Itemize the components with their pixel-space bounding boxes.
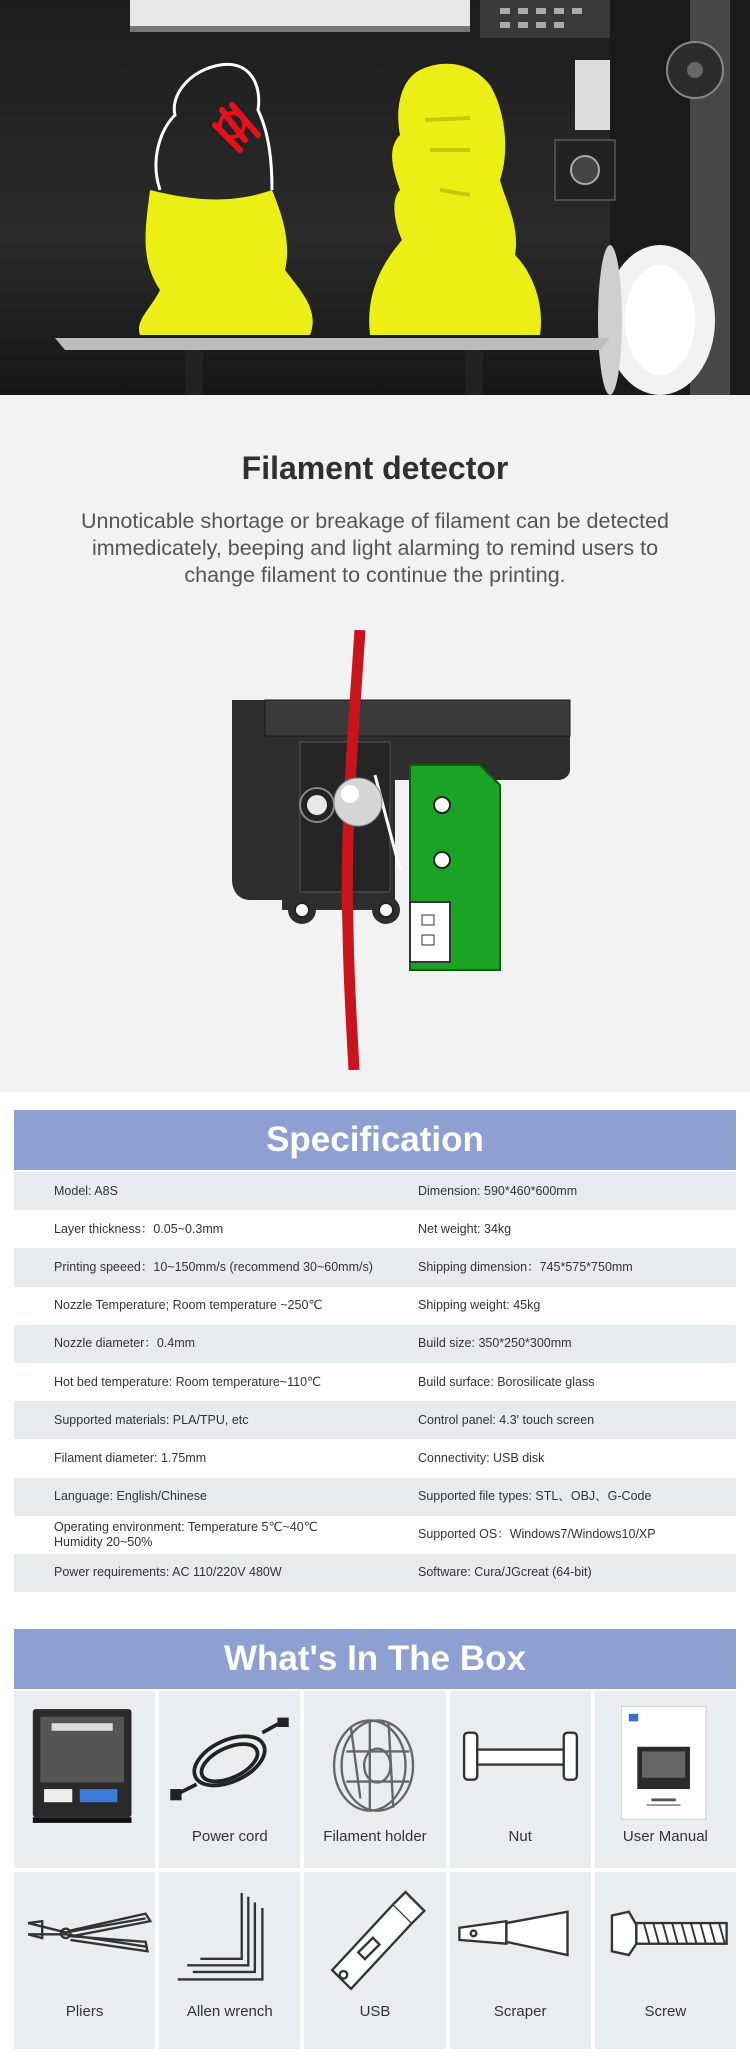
- spec-row: [14, 1439, 736, 1477]
- spec-row: [14, 1363, 736, 1401]
- spec-right-cell: Build size: 350*250*300mm: [418, 1336, 572, 1351]
- spec-row: [14, 1478, 736, 1516]
- spec-right-cell: Software: Cura/JGcreat (64-bit): [418, 1565, 592, 1580]
- box-item: [14, 1691, 155, 1868]
- printer-interior-illustration: [0, 0, 750, 395]
- detector-description: Unnoticable shortage or breakage of filament can be detected immedicately, beeping and light alarming to remind users to change filament to continue the printing.: [80, 509, 670, 587]
- model-complete: [369, 64, 541, 335]
- build-plate: [55, 338, 610, 350]
- detector-title: Filament detector: [241, 450, 509, 486]
- box-item: [450, 1872, 591, 2049]
- box-item: [159, 1691, 300, 1868]
- spec-left-cell: Nozzle diameter：0.4mm: [54, 1336, 196, 1351]
- spec-left-cell: Nozzle Temperature; Room temperature ~250℃: [54, 1298, 323, 1313]
- box-item-label: Allen wrench: [186, 2003, 273, 2020]
- box-item-label: Nut: [508, 1828, 532, 1845]
- box-item: [14, 1872, 155, 2049]
- connector: [410, 902, 450, 962]
- spec-row: [14, 1401, 736, 1439]
- spec-right-cell: Net weight: 34kg: [418, 1221, 512, 1236]
- box-item-label: Screw: [644, 2003, 687, 2020]
- spec-left-cell: Power requirements: AC 110/220V 480W: [54, 1565, 282, 1580]
- spec-row: [14, 1516, 736, 1554]
- spec-row: [14, 1287, 736, 1325]
- box-header: What's In The Box: [14, 1629, 736, 1689]
- spec-left-cell: Hot bed temperature: Room temperature~110℃: [54, 1374, 322, 1389]
- spec-row: [14, 1248, 736, 1286]
- spec-right-cell: Dimension: 590*460*600mm: [418, 1183, 578, 1198]
- box-item-label: USB: [359, 2003, 391, 2020]
- spec-row: [14, 1210, 736, 1248]
- box-item-label: User Manual: [622, 1828, 708, 1845]
- spec-left-cell: Model: A8S: [54, 1183, 118, 1198]
- spec-right-cell: Build surface: Borosilicate glass: [418, 1374, 595, 1389]
- filament-detector-diagram: [0, 630, 750, 1070]
- spec-left-cell: Operating environment: Temperature 5℃~40℃ Humidity 20~50%: [54, 1519, 318, 1549]
- box-item: [159, 1872, 300, 2049]
- spec-right-cell: Shipping dimension：745*575*750mm: [418, 1259, 633, 1274]
- box-item: [304, 1872, 445, 2049]
- spec-left-cell: Layer thickness：0.05~0.3mm: [54, 1221, 224, 1236]
- box-item: [304, 1691, 445, 1868]
- box-item-label: Pliers: [65, 2003, 104, 2020]
- box-contents-grid: [14, 1691, 736, 2051]
- specification-table: [14, 1172, 736, 1592]
- spec-left-cell: Language: English/Chinese: [54, 1489, 207, 1504]
- steel-ball: [334, 778, 382, 826]
- box-item-label: Power cord: [191, 1828, 268, 1845]
- spec-left-cell: Filament diameter: 1.75mm: [54, 1450, 207, 1465]
- spec-left-cell: Supported materials: PLA/TPU, etc: [54, 1412, 249, 1427]
- spec-row: [14, 1325, 736, 1363]
- box-item: [595, 1872, 736, 2049]
- hero-printer-photo: [0, 0, 750, 395]
- broken-filament-icon: [215, 105, 258, 150]
- spec-right-cell: Control panel: 4.3' touch screen: [418, 1412, 595, 1427]
- spec-row: [14, 1172, 736, 1210]
- box-item: [595, 1691, 736, 1868]
- spec-row: [14, 1554, 736, 1592]
- spec-right-cell: Supported file types: STL、OBJ、G-Code: [418, 1489, 652, 1504]
- spec-right-cell: Shipping weight: 45kg: [418, 1298, 541, 1313]
- model-broken: [139, 190, 313, 335]
- spec-left-cell: Printing speeed：10~150mm/s (recommend 30~60mm/s): [54, 1259, 373, 1274]
- box-item: [450, 1691, 591, 1868]
- box-item-label: Filament holder: [323, 1828, 427, 1845]
- spec-right-cell: Connectivity: USB disk: [418, 1450, 545, 1465]
- light-panel: [130, 0, 470, 26]
- box-item-label: Scraper: [493, 2003, 547, 2020]
- specification-header: Specification: [14, 1110, 736, 1170]
- spec-right-cell: Supported OS：Windows7/Windows10/XP: [418, 1527, 656, 1542]
